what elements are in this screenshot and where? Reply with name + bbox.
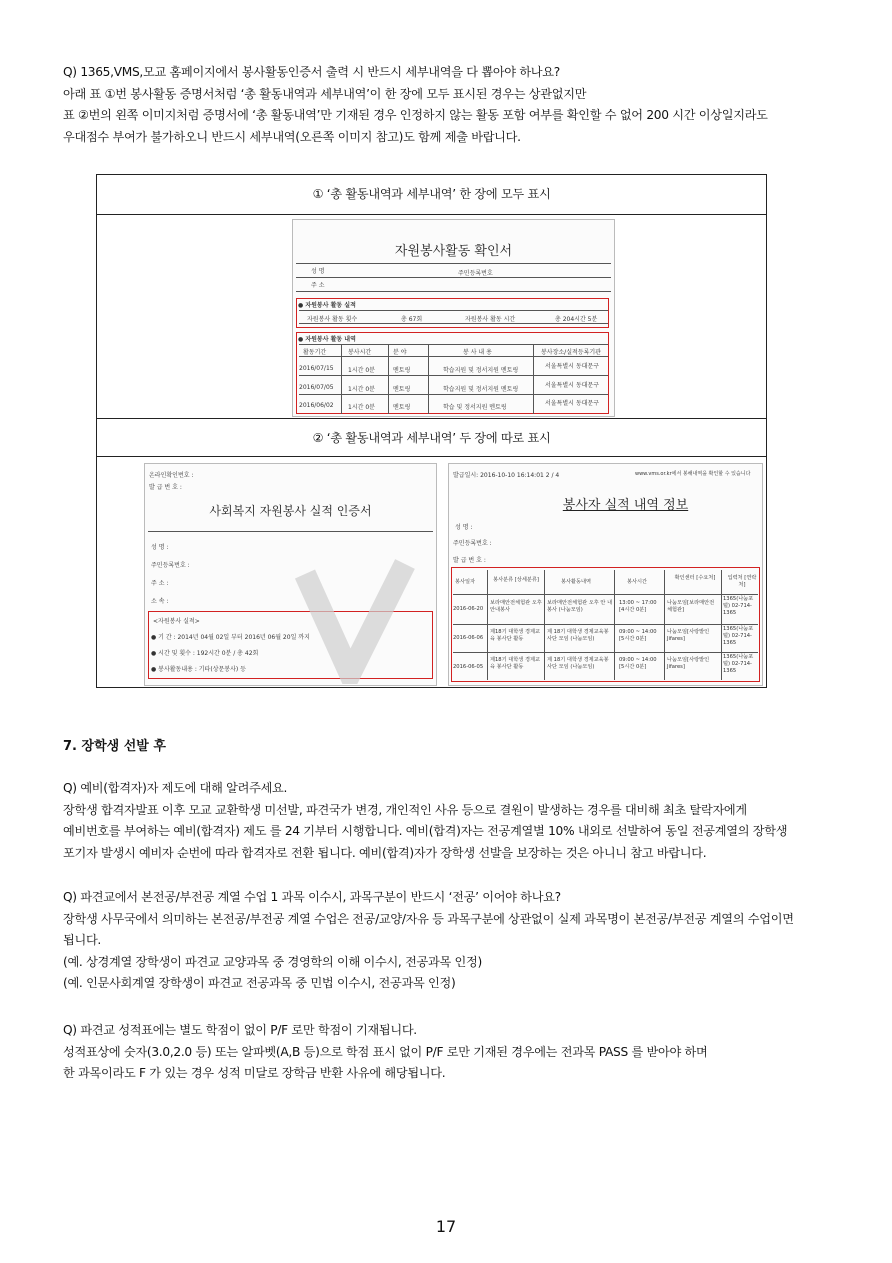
doc1-row-date: 2016/07/05: [299, 384, 334, 391]
doc3-row-date: 2016-06-20: [453, 606, 484, 612]
doc1-row-content: 학습 및 정서지원 멘토링: [443, 404, 507, 411]
doc1-hours-value: 총 204시간 5분: [555, 316, 598, 323]
doc1-title: 자원봉사활동 확인서: [394, 244, 513, 259]
doc3-title: 봉사자 실적 내역 정보: [562, 498, 689, 513]
doc1-row-field: 멘토링: [393, 404, 411, 411]
volunteer-certificate-image: [292, 219, 615, 417]
faq-line: (예. 인문사회계열 장학생이 파견교 전공과목 중 민법 이수시, 전공과목 인정): [63, 976, 456, 990]
page-number: 17: [435, 1217, 457, 1236]
watermark-logo: [295, 554, 415, 684]
doc3-row-center: 나눔모임[사랑밭인 Jifares]: [667, 657, 710, 670]
doc1-row-place: 서울특별시 동대문구: [545, 382, 600, 389]
faq-pass-fail: [63, 1020, 707, 1085]
doc3-row-category: 보라매안전체험관 오후 안내봉사: [490, 600, 542, 613]
doc1-row-content: 학습지원 및 정서지원 멘토링: [443, 367, 519, 374]
doc3-row-center: 나눔모임[사랑밭인 Jifares]: [667, 629, 710, 642]
doc2-field-name: 성 명 :: [151, 544, 169, 551]
intro-line: 표 ②번의 왼쪽 이미지처럼 증명서에 ‘총 활동내역’만 기재된 경우 인정하지 않는 활동 포함 여부를 확인할 수 없어 200 시간 이상일지라도: [63, 108, 768, 122]
doc3-site-note: www.vms.or.kr에서 봉해내역을 확인할 수 있습니다: [635, 471, 751, 477]
doc3-row-category: 제18기 대학생 경제교육 봉사단 활동: [490, 629, 540, 642]
table-row-1-image-cell: [97, 215, 766, 419]
doc3-row-category: 제18기 대학생 경제교육 봉사단 활동: [490, 657, 540, 670]
doc1-col-header: 봉사시간: [348, 349, 372, 356]
faq-line: Q) 예비(합격자)자 제도에 대해 알려주세요.: [63, 781, 288, 795]
doc2-period: ● 기 간 : 2014년 04월 02일 부터 2016년 06월 20일 까지: [151, 634, 310, 641]
faq-line: Q) 파견교에서 본전공/부전공 계열 수업 1 과목 이수시, 과목구분이 반드시 ‘전공’ 이어야 하나요?: [63, 890, 561, 904]
doc1-col-header: 분 야: [393, 349, 407, 356]
faq-line: 성적표상에 숫자(3.0,2.0 등) 또는 알파벳(A,B 등)으로 학점 표시 없이 P/F 로만 기재된 경우에는 전과목 PASS 를 받아야 하며: [63, 1044, 708, 1059]
doc2-field-affiliation: 소 속 :: [151, 598, 169, 605]
doc1-hours-label: 자원봉사 활동 시간: [465, 316, 516, 323]
doc3-col-header: 봉사시간: [627, 579, 648, 585]
doc1-count-value: 총 67회: [401, 316, 423, 323]
doc2-field-id: 주민등록번호 :: [151, 562, 190, 569]
faq-line: 포기자 발생시 예비자 순번에 따라 합격자로 전환 됩니다. 예비(합격)자가 장학생 선발을 보장하는 것은 아니니 참고 바랍니다.: [63, 845, 707, 860]
comparison-table: [96, 174, 767, 688]
doc2-activity: ● 봉사활동내용 : 기타(상문봉사) 등: [151, 666, 246, 673]
faq-line: 됩니다.: [63, 933, 101, 947]
doc3-row-detail: 제 18기 대학생 경제교육봉 사단 모임 (나눔모임): [547, 657, 609, 670]
doc2-hours-count: ● 시간 및 횟수 : 192시간 0분 / 총 42회: [151, 650, 259, 657]
faq-line: 장학생 합격자발표 이후 모교 교환학생 미선발, 파견국가 변경, 개인적인 사유 등으로 결원이 발생하는 경우를 대비해 최초 탈락자에게: [63, 802, 747, 817]
doc3-row-time: 09:00 ~ 14:00 [5시간 0분]: [619, 657, 657, 670]
doc1-col-header: 활동기간: [303, 349, 327, 356]
intro-line: Q) 1365,VMS,모교 홈페이지에서 봉사활동인증서 출력 시 반드시 세부내역을 다 뽑아야 하나요?: [63, 65, 560, 79]
doc3-row-contact: 1365(나눔포털) 02-714-1365: [723, 654, 754, 674]
doc3-col-header: 봉사활동내역: [561, 579, 592, 585]
doc1-col-header: 봉사장소/실적등록기관: [541, 349, 601, 356]
doc2-online-number: 온라인확인번호 :: [149, 472, 194, 479]
doc3-row-date: 2016-06-05: [453, 664, 484, 670]
volunteer-detail-record-image: [448, 463, 763, 686]
doc1-summary-heading: ● 자원봉사 활동 실적: [298, 302, 356, 309]
doc1-col-header: 봉 사 내 용: [463, 349, 492, 356]
doc1-row-hours: 1시간 0분: [348, 386, 375, 393]
doc1-row-hours: 1시간 0분: [348, 404, 375, 411]
doc1-row-place: 서울특별시 동대문구: [545, 400, 600, 407]
doc3-field-id: 주민등록번호 :: [453, 540, 492, 547]
doc3-row-detail: 제 18기 대학생 경제교육봉 사단 모임 (나눔모임): [547, 629, 609, 642]
doc2-field-address: 주 소 :: [151, 580, 169, 587]
doc1-row-place: 서울특별시 동대문구: [545, 363, 600, 370]
doc3-row-contact: 1365(나눔포털) 02-714-1365: [723, 596, 754, 616]
doc3-col-header: 입력처 [연락처]: [727, 575, 757, 588]
doc2-issue-number: 발 급 번 호 :: [149, 484, 182, 491]
intro-line: 아래 표 ①번 봉사활동 증명서처럼 ‘총 활동내역과 세부내역’이 한 장에 모두 표시된 경우는 상관없지만: [63, 86, 587, 101]
faq-major-course: [63, 887, 794, 995]
doc3-row-center: 나눔모임[보라매안전 체험관]: [667, 600, 715, 613]
faq-line: 예비번호를 부여하는 예비(합격자) 제도 를 24 기부터 시행합니다. 예비(합격)자는 전공계열별 10% 내외로 선발하여 동일 전공계열의 장학생: [63, 824, 788, 838]
doc3-issue-datetime: 발급일시: 2016-10-10 16:14:01 2 / 4: [453, 472, 560, 479]
doc3-row-date: 2016-06-06: [453, 635, 484, 641]
doc3-col-header: 확인센터 [수요처]: [674, 575, 716, 581]
doc1-row-hours: 1시간 0분: [348, 367, 375, 374]
doc1-detail-heading: ● 자원봉사 활동 내역: [298, 336, 356, 343]
table-row-2-header: ② ‘총 활동내역과 세부내역’ 두 장에 따로 표시: [97, 419, 766, 457]
doc3-row-detail: 보라매안전체험관 오후 안 내봉사 (나눔모임): [547, 600, 613, 613]
doc3-row-time: 09:00 ~ 14:00 [5시간 0분]: [619, 629, 657, 642]
doc1-id-label: 주민등록번호: [458, 270, 493, 277]
faq-waitlist: [63, 778, 787, 864]
faq-line: 장학생 사무국에서 의미하는 본전공/부전공 계열 수업은 전공/교양/자유 등 과목구분에 상관없이 실제 과목명이 본전공/부전공 계열의 수업이면: [63, 911, 794, 926]
doc1-address-label: 주 소: [311, 282, 325, 289]
table-row-2-image-cell: [97, 457, 766, 687]
intro-paragraph: [63, 62, 768, 148]
table-row-1-header: ① ‘총 활동내역과 세부내역’ 한 장에 모두 표시: [97, 175, 766, 215]
doc3-field-name: 성 명 :: [455, 524, 473, 531]
doc3-col-header: 봉사일자: [455, 579, 476, 585]
faq-line: Q) 파견교 성적표에는 별도 학점이 없이 P/F 로만 학점이 기재됩니다.: [63, 1023, 417, 1037]
doc2-title: 사회복지 자원봉사 실적 인증서: [209, 504, 372, 518]
doc1-name-label: 성 명: [311, 268, 325, 275]
doc3-col-header: 봉사분류 [상세분류]: [493, 577, 539, 583]
doc1-row-date: 2016/06/02: [299, 402, 334, 409]
intro-line: 우대점수 부여가 불가하오니 반드시 세부내역(오른쪽 이미지 참고)도 함께 제출 바랍니다.: [63, 129, 521, 144]
doc3-row-time: 13:00 ~ 17:00 [4시간 0분]: [619, 600, 657, 613]
doc1-row-date: 2016/07/15: [299, 365, 334, 372]
doc3-field-issue: 발 급 번 호 :: [453, 557, 486, 564]
social-welfare-certificate-image: [144, 463, 437, 686]
doc1-row-field: 멘토링: [393, 386, 411, 393]
doc1-count-label: 자원봉사 활동 횟수: [307, 316, 358, 323]
faq-line: (예. 상경계열 장학생이 파견교 교양과목 중 경영학의 이해 이수시, 전공과목 인정): [63, 954, 482, 969]
doc1-row-field: 멘토링: [393, 367, 411, 374]
doc1-row-content: 학습지원 및 정서지원 멘토링: [443, 386, 519, 393]
section-7-title: 7. 장학생 선발 후: [63, 739, 166, 754]
doc2-section-title: <자원봉사 실적>: [153, 618, 200, 625]
faq-line: 한 과목이라도 F 가 있는 경우 성적 미달로 장학금 반환 사유에 해당됩니다.: [63, 1066, 446, 1080]
doc3-row-contact: 1365(나눔포털) 02-714-1365: [723, 626, 754, 646]
